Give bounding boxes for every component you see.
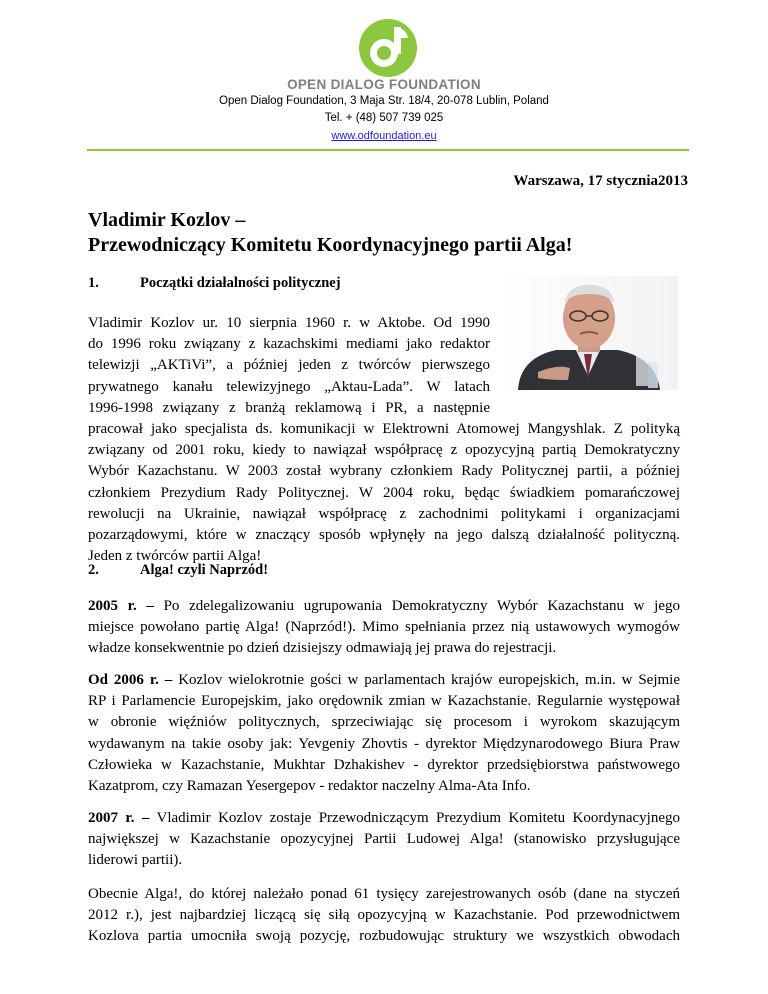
section-1-heading [88,275,341,292]
document-date: Warszawa, 17 stycznia2013 [513,173,688,189]
foundation-logo-icon [358,18,418,78]
paragraph-2006: Od 2006 r. – Kozlov wielokrotnie gości w parlamentach krajów europejskich, m.in. w Sejmie RP i Parlamencie Europejskim, jako orędownik zmian w Kazachstanie. Regularnie występował w obronie więźniów politycznych, sprzeciwiając się procesom i wyrokom skazującym wydawanym na takie osoby jak: Yevgeniy Zhovtis - dyrektor Międzynarodowego Biura Praw Człowieka w Kazachstanie, Mukhtar Dzhakishev - dyrektor przedsiębiorstwa państwowego Kazatprom, czy Ramazan Yesergepov - redaktor naczelny Alma-Ata Info. [88,672,681,795]
title-line-1: Vladimir Kozlov – [88,209,246,231]
section-number: 2. [88,562,99,578]
header-divider [87,149,689,151]
paragraph-current: Obecnie Alga!, do której należało ponad 61 tysięcy zarejestrowanych osób (dane na styczeń 2012 r.), jest najbardziej liczącą się siłą opozycyjną w Kazachstanie. Pod przewodnictwem Kozlova partia umocniła swoją pozycję, rozbudowując struktury we wszystkich obwodach [88,886,680,945]
page-title [88,208,698,258]
section-2-heading [88,562,268,579]
title-line-2: Przewodniczący Komitetu Koordynacyjnego partii Alga! [88,234,573,256]
paragraph-2007: 2007 r. – Vladimir Kozlov zostaje Przewodniczącym Prezydium Komitetu Koordynacyjnego największej w Kazachstanie opozycyjnej Partii Ludowej Alga! (stanowisko przysługujące liderowi partii). [88,810,680,869]
org-address: Open Dialog Foundation, 3 Maja Str. 18/4, 20-078 Lublin, Poland [219,95,549,107]
org-name: OPEN DIALOG FOUNDATION [287,77,481,92]
section-1-paragraph: Vladimir Kozlov ur. 10 sierpnia 1960 r. w Aktobe. Od 1990 do 1996 roku związany z kazachskimi mediami jako redaktor telewizji „AKTiVi”, a później jeden z twórców pierwszego prywatnego kanału telewizyjnego „Aktau-Lada”. W latach 1996-1998 związany z branżą reklamową i PR, a następnie pracował jako specjalista ds. komunikacji w Elektrowni Atomowej Mangyshlak. Z polityką związany od 2001 roku, kiedy to nawiązał współpracę z opozycyjną partią Demokratyczny Wybór Kazachstanu. W 2003 został wybrany członkiem Rady Politycznej partii, a później członkiem Prezydium Rady Politycznej. W 2004 roku, będąc świadkiem pomarańczowej rewolucji na Ukrainie, nawiązał współpracę z zachodnimi politykami i organizacjami pozarządowymi, które w znaczący sposób wpłynęły na jego dalszą działalność polityczną. Jeden z twórców partii Alga! [88,315,680,565]
section-number: 1. [88,275,99,291]
paragraph-2005: 2005 r. – Po zdelegalizowaniu ugrupowania Demokratyczny Wybór Kazachstanu w jego miejsce powołano partię Alga! (Naprzód!). Mimo spełniania przez nią ustawowych wymogów władze konsekwentnie po dzień dzisiejszy odmawiają jej prawa do rejestracji. [88,598,680,657]
section-title: Alga! czyli Naprzód! [140,562,269,578]
org-telephone: Tel. + (48) 507 739 025 [324,112,444,124]
website-link[interactable]: www.odfoundation.eu [331,130,437,142]
section-title: Początki działalności politycznej [140,275,341,291]
